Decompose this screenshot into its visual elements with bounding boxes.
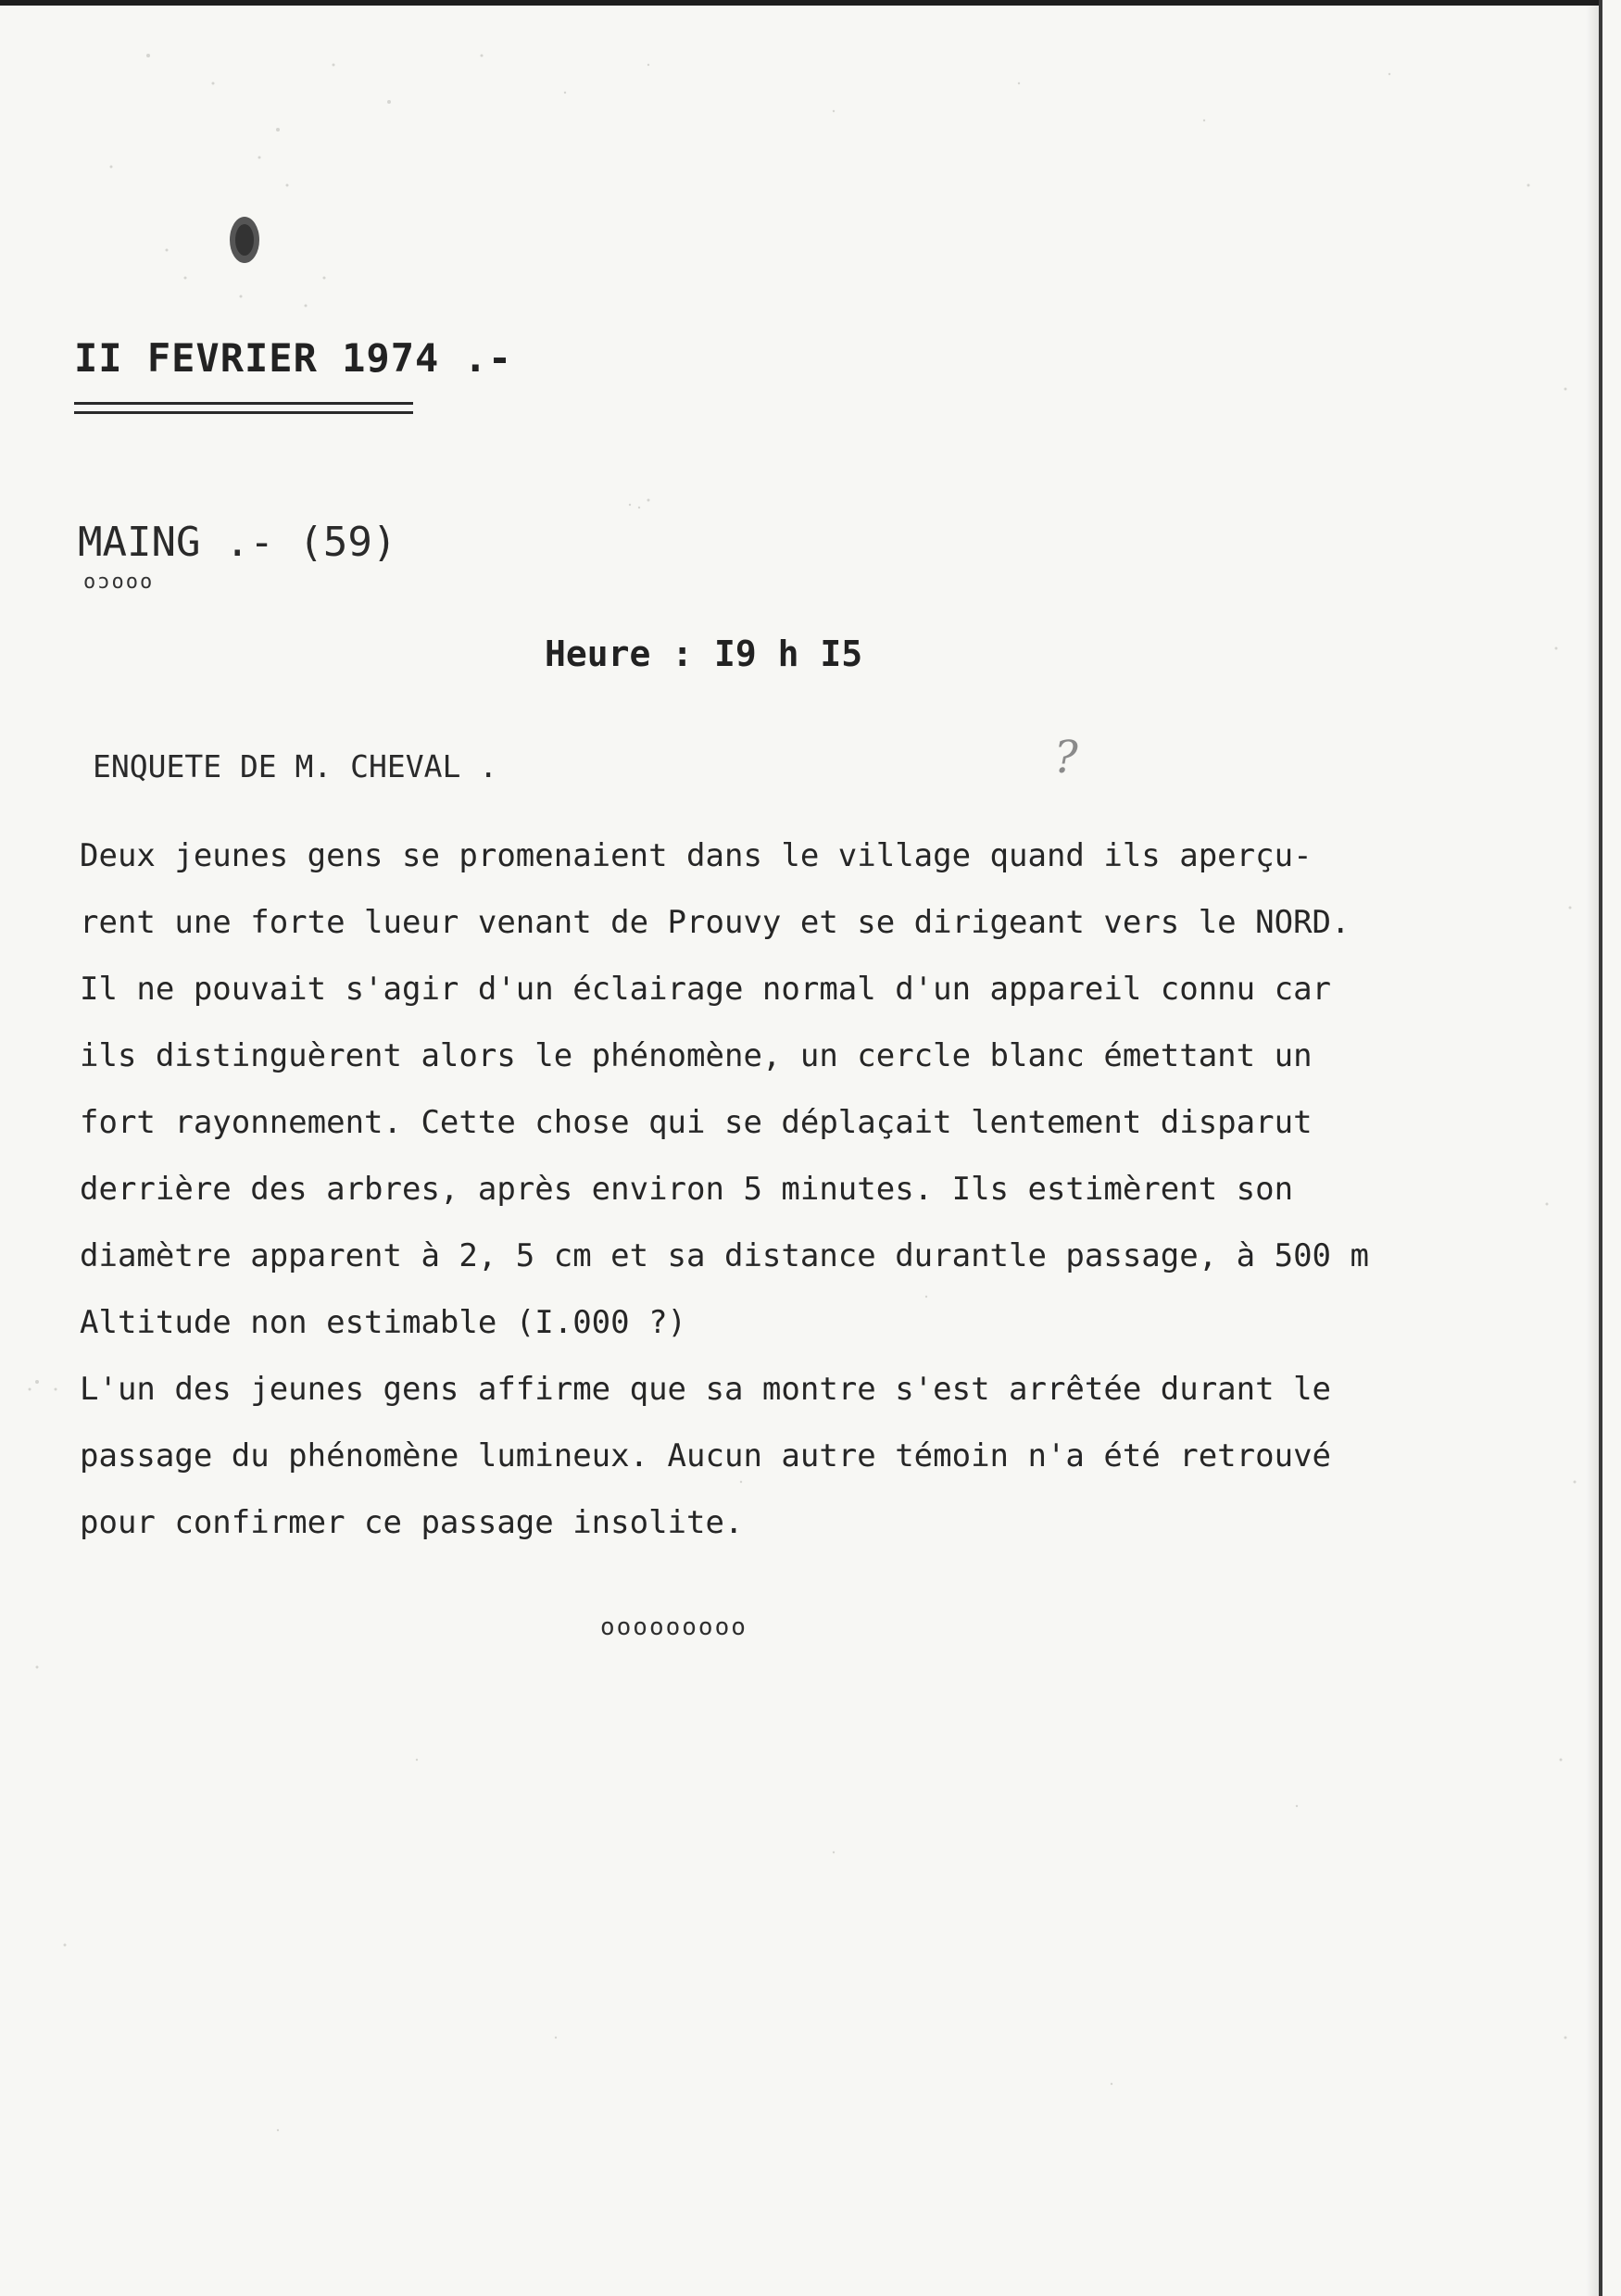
body-line: L'un des jeunes gens affirme que sa montre s'est arrêtée durant le	[80, 1371, 1332, 1408]
body-line: Il ne pouvait s'agir d'un éclairage normal d'un appareil connu car	[80, 971, 1332, 1008]
date-underline-second	[74, 411, 413, 414]
body-line: fort rayonnement. Cette chose qui se déplaçait lentement disparut	[80, 1104, 1313, 1141]
document-date: II FEVRIER 1974 .-	[74, 335, 513, 381]
body-line: derrière des arbres, après environ 5 minutes. Ils estimèrent son	[80, 1171, 1294, 1208]
date-underline	[74, 402, 413, 405]
pencil-question-mark: ?	[1054, 732, 1078, 784]
ink-blot-icon	[226, 213, 263, 267]
body-line: pour confirmer ce passage insolite.	[80, 1504, 744, 1541]
end-marker: ooooooooo	[600, 1613, 748, 1641]
right-border	[1599, 0, 1602, 2296]
report-heading: ENQUETE DE M. CHEVAL .	[93, 748, 498, 784]
body-line: passage du phénomène lumineux. Aucun autre témoin n'a été retrouvé	[80, 1437, 1332, 1474]
body-line: ils distinguèrent alors le phénomène, un cercle blanc émettant un	[80, 1037, 1313, 1074]
time-line: Heure : I9 h I5	[545, 634, 863, 674]
report-body	[80, 822, 1599, 1556]
body-line: rent une forte lueur venant de Prouvy et se dirigeant vers le NORD.	[80, 904, 1351, 941]
location-underline: oɔooo	[83, 571, 155, 594]
body-line: Deux jeunes gens se promenaient dans le village quand ils aperçu-	[80, 837, 1313, 874]
location-line: MAING .- (59)	[78, 519, 397, 566]
top-border	[0, 0, 1601, 6]
body-line: Altitude non estimable (I.000 ?)	[80, 1304, 687, 1341]
body-line: diamètre apparent à 2, 5 cm et sa distance durantle passage, à 500 m	[80, 1237, 1369, 1274]
